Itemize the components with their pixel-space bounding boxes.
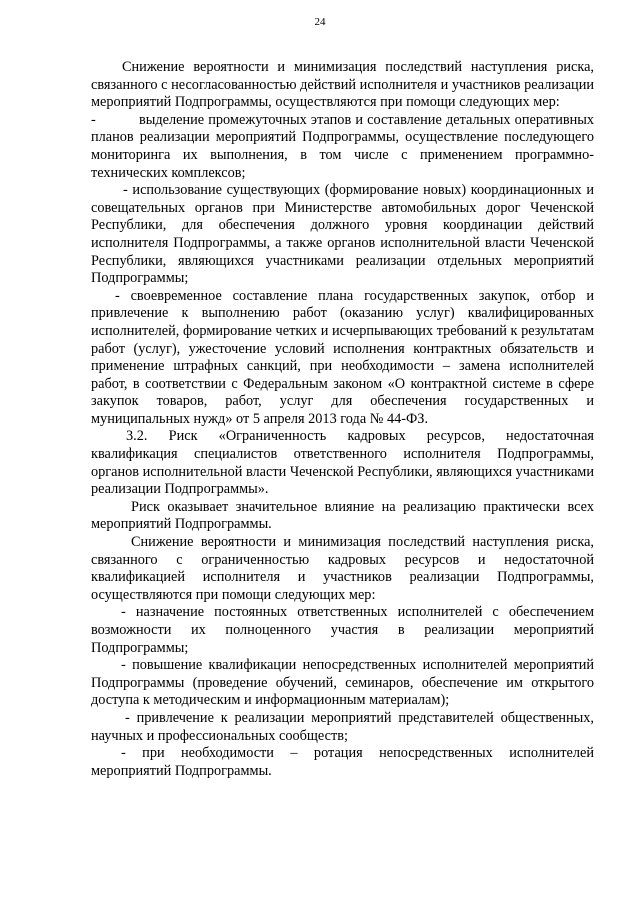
bullet-item-permanent-executors: - назначение постоянных ответственных исполнителей с обеспечением возможности их полноценного участия в реализации мероприятий Подпрограммы; (91, 604, 594, 656)
bullet-item-qualification: - повышение квалификации непосредственных исполнителей мероприятий Подпрограммы (проведение обучений, семинаров, обеспечение им открытого доступа к методическим и информационным материалам); (91, 657, 594, 709)
bullet-item-intermediate-stages (91, 112, 594, 182)
bullet-dash: - (91, 111, 96, 128)
page-number: 24 (314, 16, 326, 28)
bullet-item-coordination-bodies: - использование существующих (формирование новых) координационных и совещательных органов при Министерстве автомобильных дорог Чеченской Республики, для обеспечения должного уровня координации действий исполнителя Подпрограммы, а также органов исполнительной власти Чеченской Республики, являющихся участниками реализации отдельных мероприятий Подпрограммы; (91, 182, 594, 287)
document-body (91, 59, 594, 780)
paragraph-intro-staff-risk: Снижение вероятности и минимизация последствий наступления риска, связанного с ограниченностью кадровых ресурсов и недостаточной квалификацией исполнителя и участников реализации Подпрограммы, осуществляются при помощи следующих мер: (91, 534, 594, 603)
paragraph-intro-risk-mitigation: Снижение вероятности и минимизация последствий наступления риска, связанного с несогласованностью действий исполнителя и участников реализации мероприятий Подпрограммы, осуществляются при помощи следующих мер: (91, 59, 594, 111)
bullet-text: выделение промежуточных этапов и составление детальных оперативных планов реализации мероприятий Подпрограммы, осуществление последующего мониторинга их выполнения, в том числе с применением программно-технических комплексов; (91, 111, 594, 181)
bullet-item-rotation: - при необходимости – ротация непосредственных исполнителей мероприятий Подпрограммы. (91, 745, 594, 779)
bullet-item-community-involvement: - привлечение к реализации мероприятий представителей общественных, научных и профессиональных сообществ; (91, 709, 594, 744)
bullet-item-procurement-plan: - своевременное составление плана государственных закупок, отбор и привлечение к выполнению работ (оказанию услуг) квалифицированных исполнителей, формирование четких и исчерпывающих требований к результатам работ (услуг), ужесточение условий исполнения контрактных обязательств и применение штрафных санкций, при необходимости – замена исполнителей работ, в соответствии с Федеральным законом «О контрактной системе в сфере закупок товаров, работ, услуг для обеспечения государственных и муниципальных нужд» от 5 апреля 2013 года № 44-ФЗ. (91, 287, 594, 427)
paragraph-risk-3-2: 3.2. Риск «Ограниченность кадровых ресурсов, недостаточная квалификация специалистов ответственного исполнителя Подпрограммы, органов исполнительной власти Чеченской Республики, являющихся участниками реализации Подпрограммы». (91, 428, 594, 498)
paragraph-risk-impact: Риск оказывает значительное влияние на реализацию практически всех мероприятий Подпрограммы. (91, 498, 594, 533)
